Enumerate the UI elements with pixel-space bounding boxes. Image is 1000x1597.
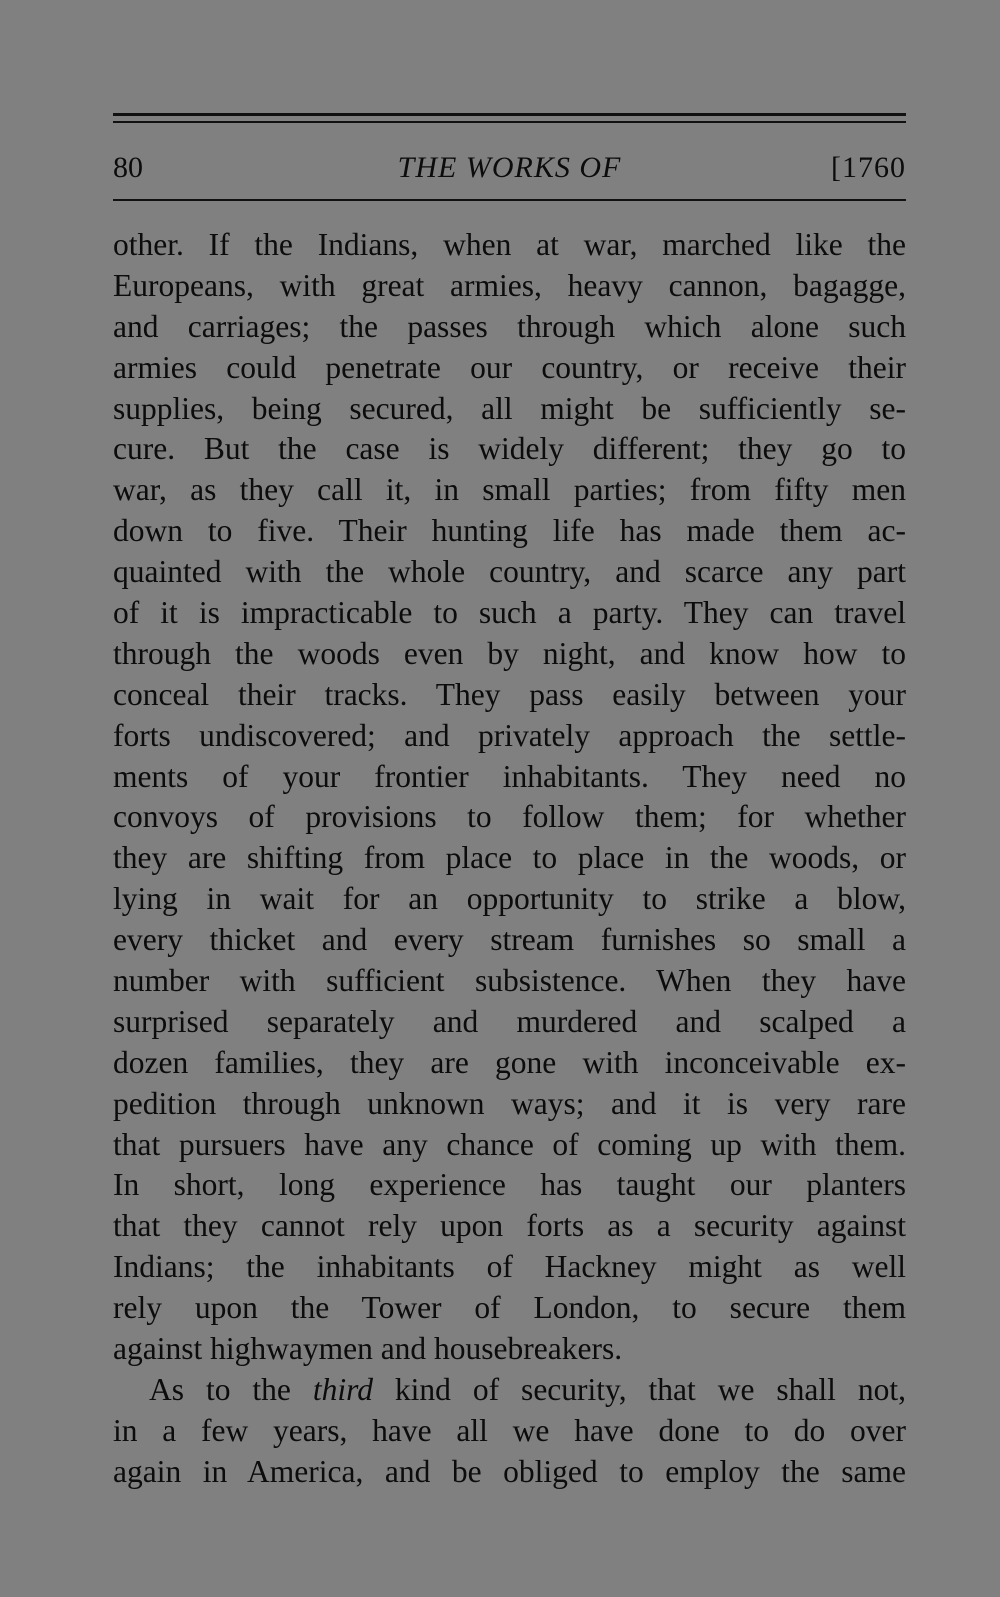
paragraph-2 (113, 1370, 906, 1493)
top-rule-thick (113, 113, 906, 116)
text-line: rely upon the Tower of London, to secure them (113, 1290, 906, 1326)
text-line: supplies, being secured, all might be sufficiently se- (113, 390, 906, 426)
italic-word: third (312, 1371, 373, 1407)
text-run: kind of security, that we shall not, (372, 1371, 906, 1407)
text-line: number with sufficient subsistence. When they have (113, 963, 906, 999)
text-line: they are shifting from place to place in the woods, or (113, 840, 906, 876)
text-line: again in America, and be obliged to employ the same (113, 1453, 906, 1489)
text-line: and carriages; the passes through which alone such (113, 308, 906, 344)
text-line: down to five. Their hunting life has made them ac- (113, 513, 906, 549)
text-line: in a few years, have all we have done to do over (113, 1412, 906, 1448)
text-line: that they cannot rely upon forts as a security against (113, 1208, 906, 1244)
text-line: through the woods even by night, and know how to (113, 635, 906, 671)
text-line (113, 1370, 906, 1411)
paragraph-1 (113, 225, 906, 1370)
text-line: armies could penetrate our country, or receive their (113, 349, 906, 385)
text-line: dozen families, they are gone with inconceivable ex- (113, 1044, 906, 1080)
running-head: THE WORKS OF (397, 151, 622, 184)
text-line: that pursuers have any chance of coming up with them. (113, 1126, 906, 1162)
header-rule (113, 199, 906, 201)
text-line: forts undiscovered; and privately approach the settle- (113, 717, 906, 753)
text-line: against highwaymen and housebreakers. (113, 1331, 623, 1367)
running-head-year: [1760 (831, 151, 906, 184)
text-line: Europeans, with great armies, heavy cannon, bagagge, (113, 267, 906, 303)
top-rule-thin (113, 121, 906, 123)
page-header (113, 148, 906, 188)
text-line: conceal their tracks. They pass easily between your (113, 676, 906, 712)
text-line: quainted with the whole country, and scarce any part (113, 554, 906, 590)
text-line: of it is impracticable to such a party. They can travel (113, 595, 906, 631)
text-line: every thicket and every stream furnishes so small a (113, 922, 906, 958)
page-number: 80 (113, 151, 143, 184)
text-line: convoys of provisions to follow them; for whether (113, 799, 906, 835)
text-line: lying in wait for an opportunity to strike a blow, (113, 881, 906, 917)
text-line: war, as they call it, in small parties; from fifty men (113, 472, 906, 508)
text-line: other. If the Indians, when at war, marched like the (113, 227, 906, 262)
text-line: ments of your frontier inhabitants. They need no (113, 758, 906, 794)
text-line: surprised separately and murdered and scalped a (113, 1003, 906, 1039)
text-line: Indians; the inhabitants of Hackney might as well (113, 1249, 906, 1285)
body-text (113, 225, 906, 1493)
text-run: As to the (149, 1371, 313, 1407)
text-line: pedition through unknown ways; and it is very rare (113, 1085, 906, 1121)
text-line: cure. But the case is widely different; they go to (113, 431, 906, 467)
text-line: In short, long experience has taught our planters (113, 1167, 906, 1203)
